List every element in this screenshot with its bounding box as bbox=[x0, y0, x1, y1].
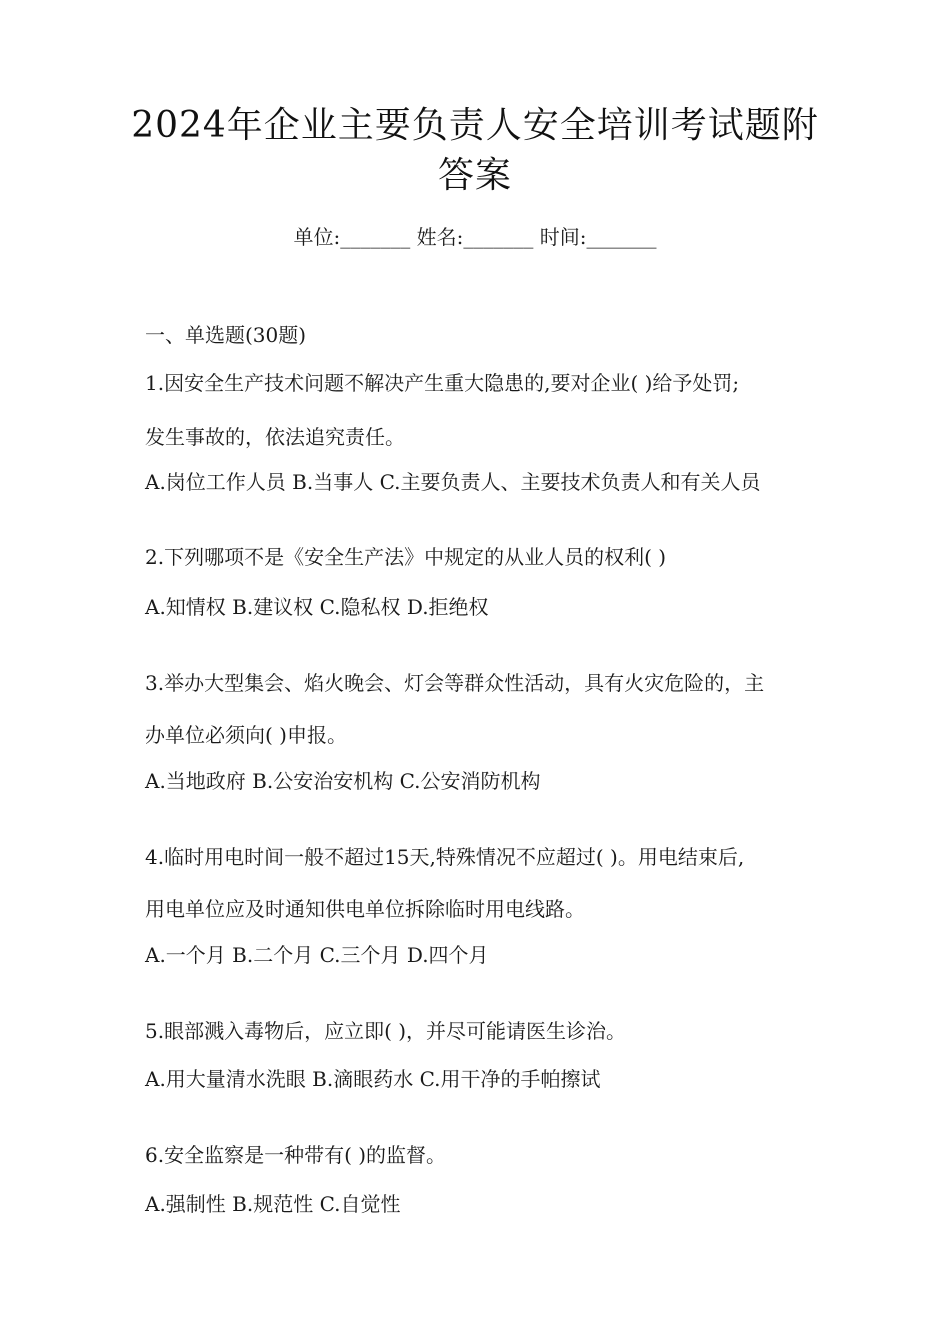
question-3-line-2: 办单位必须向( )申报。 bbox=[145, 723, 347, 747]
time-field: 时间:_______ bbox=[539, 225, 657, 249]
question-2-line-1: 2.下列哪项不是《安全生产法》中规定的从业人员的权利( ) bbox=[145, 545, 667, 569]
question-5-options: A.用大量清水洗眼 B.滴眼药水 C.用干净的手帕擦试 bbox=[145, 1067, 601, 1091]
question-4-line-2: 用电单位应及时通知供电单位拆除临时用电线路。 bbox=[145, 897, 585, 921]
question-3-options: A.当地政府 B.公安治安机构 C.公安消防机构 bbox=[145, 769, 541, 793]
question-5-line-1: 5.眼部溅入毒物后，应立即( )，并尽可能请医生诊治。 bbox=[145, 1019, 627, 1043]
question-1-line-2: 发生事故的，依法追究责任。 bbox=[145, 425, 405, 449]
page-title-line-2: 答案 bbox=[437, 155, 512, 196]
section-heading: 一、单选题(30题) bbox=[145, 323, 307, 347]
question-1-options: A.岗位工作人员 B.当事人 C.主要负责人、主要技术负责人和有关人员 bbox=[145, 470, 761, 494]
question-6-line-1: 6.安全监察是一种带有( )的监督。 bbox=[145, 1143, 447, 1167]
question-4-line-1: 4.临时用电时间一般不超过15天,特殊情况不应超过( )。用电结束后, bbox=[145, 845, 745, 869]
question-2-options: A.知情权 B.建议权 C.隐私权 D.拒绝权 bbox=[145, 595, 489, 619]
unit-field: 单位:_______ bbox=[293, 225, 411, 249]
question-6-options: A.强制性 B.规范性 C.自觉性 bbox=[145, 1192, 401, 1216]
question-1-line-1: 1.因安全生产技术问题不解决产生重大隐患的,要对企业( )给予处罚; bbox=[145, 371, 740, 395]
page-title-line-1: 2024年企业主要负责人安全培训考试题附 bbox=[131, 105, 819, 146]
exam-info-row bbox=[100, 222, 850, 252]
question-4-options: A.一个月 B.二个月 C.三个月 D.四个月 bbox=[145, 943, 489, 967]
question-3-line-1: 3.举办大型集会、焰火晚会、灯会等群众性活动，具有火灾危险的，主 bbox=[145, 671, 765, 695]
name-field: 姓名:_______ bbox=[416, 225, 534, 249]
